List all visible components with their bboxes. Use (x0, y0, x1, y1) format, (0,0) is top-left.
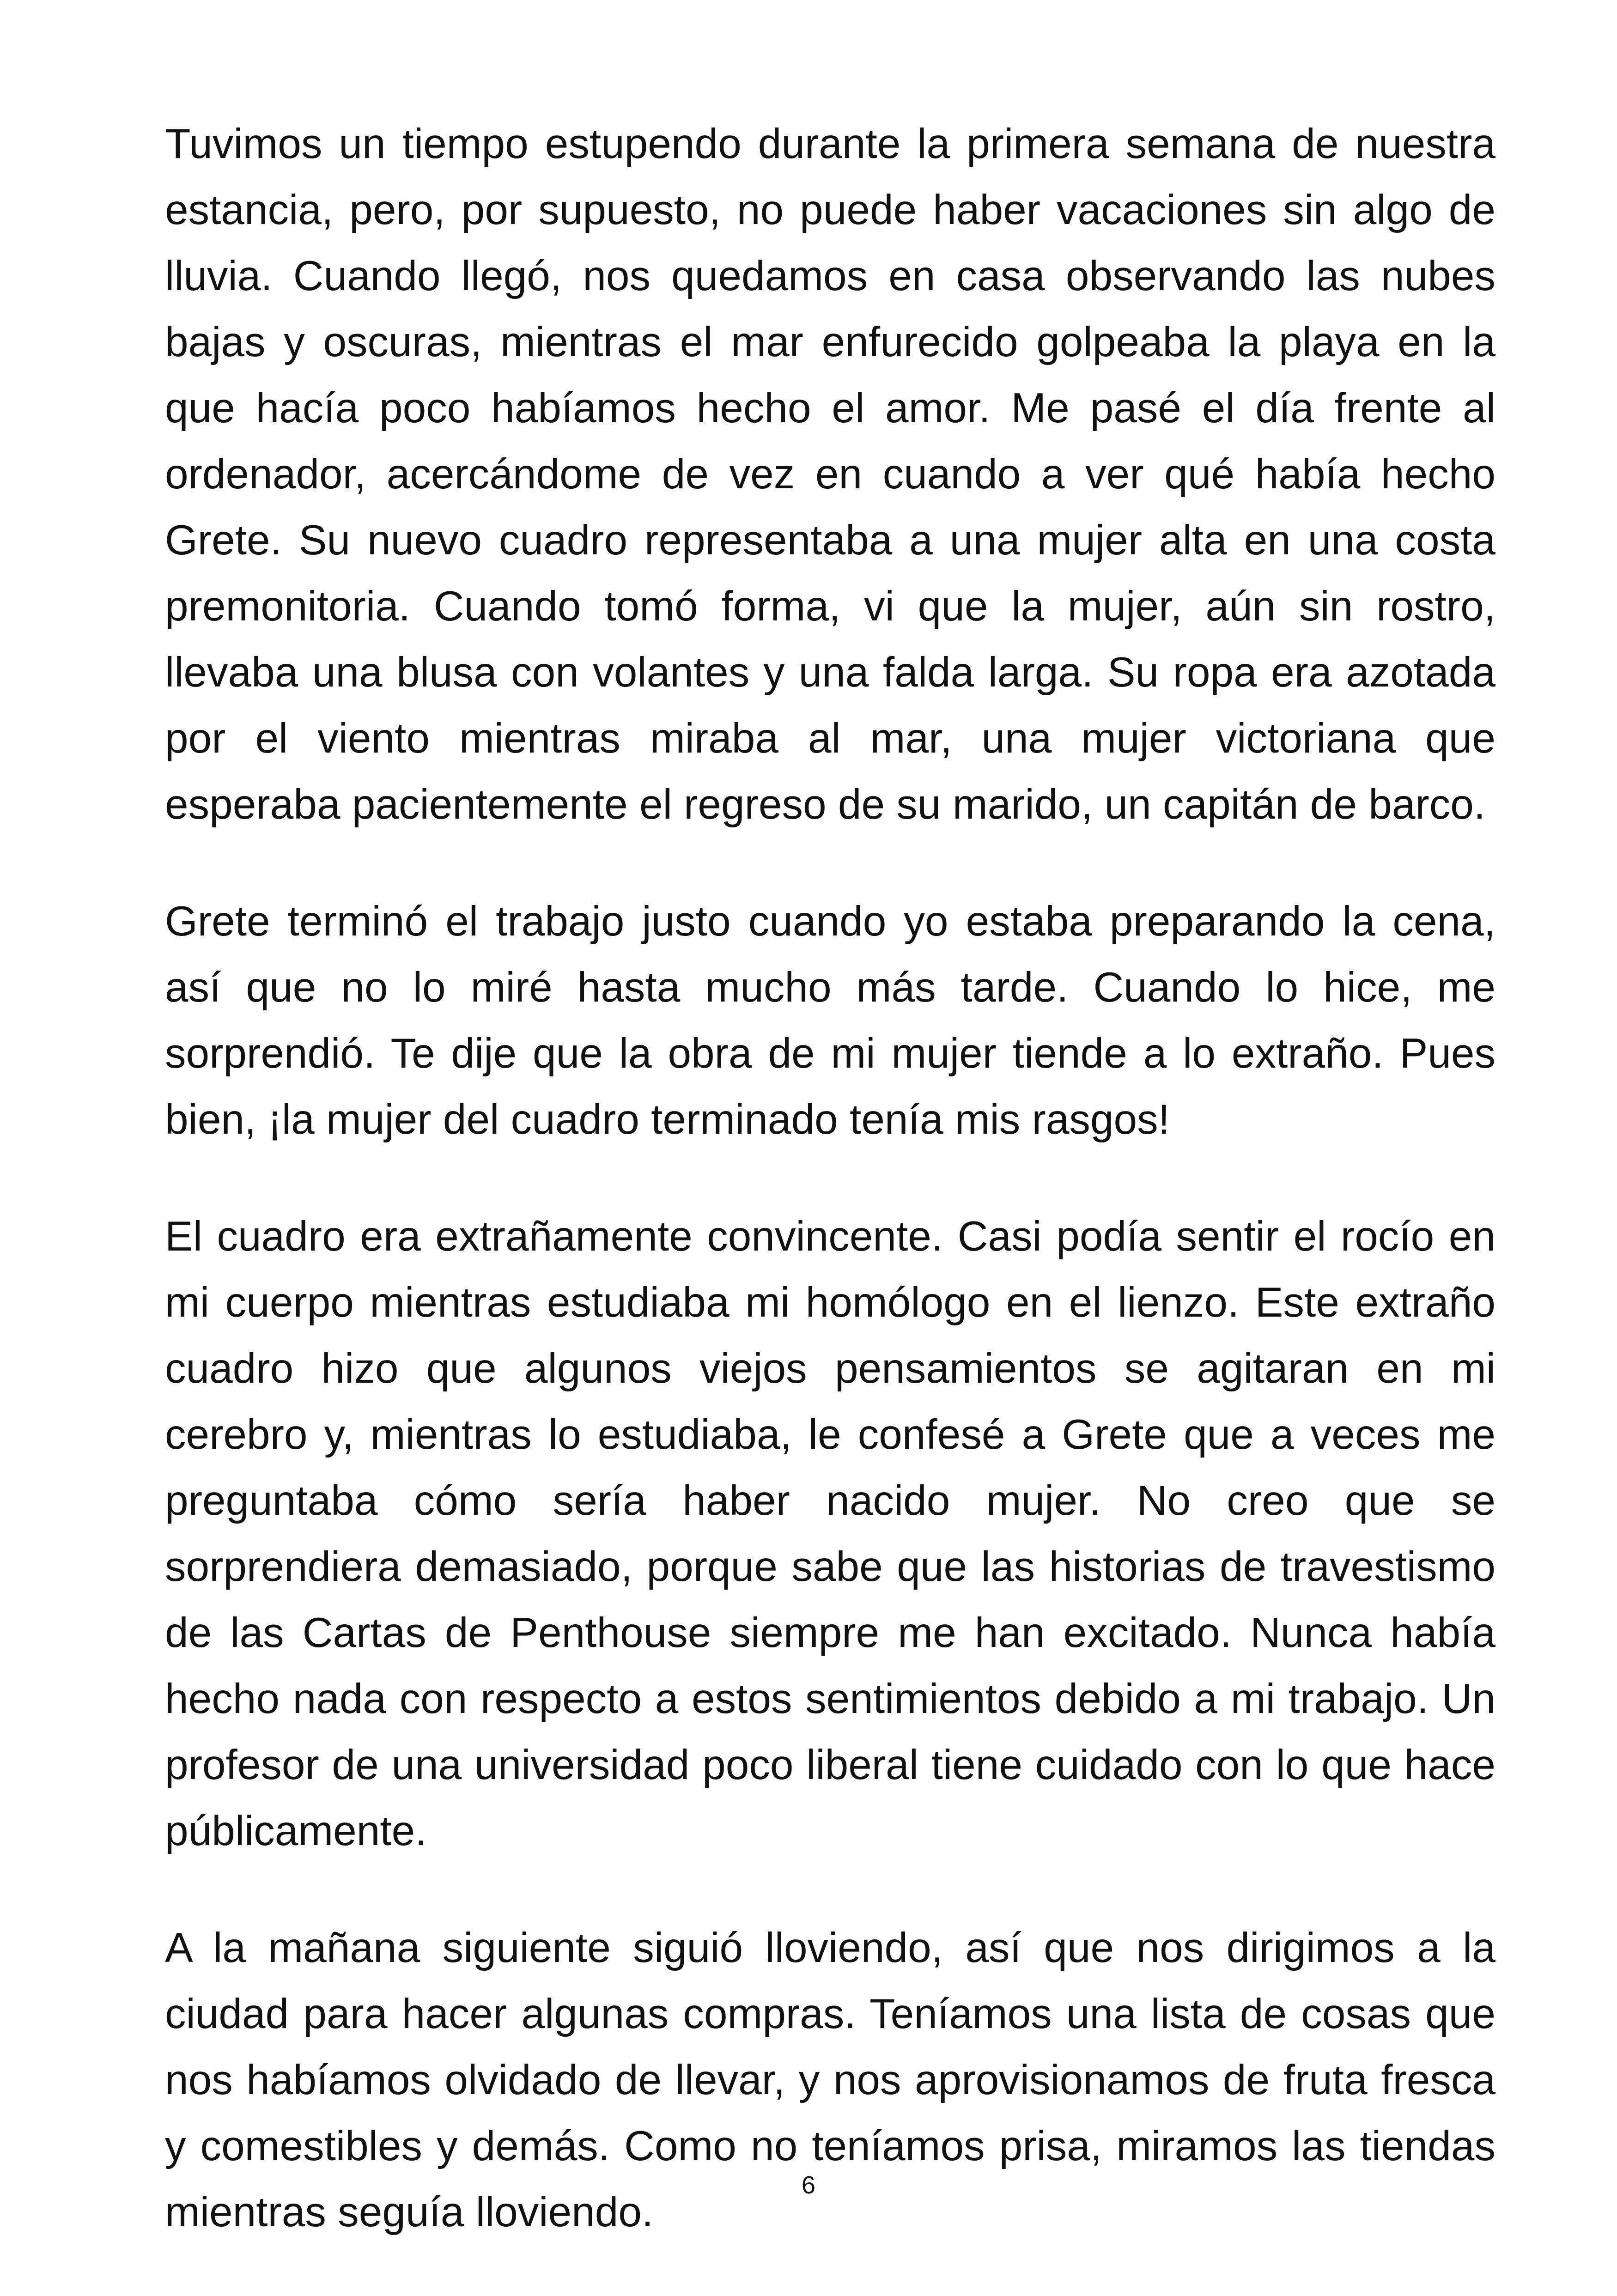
paragraph-3: El cuadro era extrañamente convincente. Casi podía sentir el rocío en mi cuerpo mientras estudiaba mi homólogo en el lienzo. Este extraño cuadro hizo que algunos viejos pensamientos se agitaran en mi cerebro y, mientras lo estudiaba, le confesé a Grete que a veces me preguntaba cómo sería haber nacido mujer. No creo que se sorprendiera demasiado, porque sabe que las historias de travestismo de las Cartas de Penthouse siempre me han excitado. Nunca había hecho nada con respecto a estos sentimientos debido a mi trabajo. Un profesor de una universidad poco liberal tiene cuidado con lo que hace públicamente. (165, 1213, 1495, 1854)
paragraph-2: Grete terminó el trabajo justo cuando yo estaba preparando la cena, así que no lo miré hasta mucho más tarde. Cuando lo hice, me sorprendió. Te dije que la obra de mi mujer tiende a lo extraño. Pues bien, ¡la mujer del cuadro terminado tenía mis rasgos! (165, 898, 1495, 1143)
page-number: 6 (801, 2171, 816, 2199)
paragraph-1: Tuvimos un tiempo estupendo durante la primera semana de nuestra estancia, pero, por supuesto, no puede haber vacaciones sin algo de lluvia. Cuando llegó, nos quedamos en casa observando las nubes bajas y oscuras, mientras el mar enfurecido golpeaba la playa en la que hacía poco habíamos hecho el amor. Me pasé el día frente al ordenador, acercándome de vez en cuando a ver qué había hecho Grete. Su nuevo cuadro representaba a una mujer alta en una costa premonitoria. Cuando tomó forma, vi que la mujer, aún sin rostro, llevaba una blusa con volantes y una falda larga. Su ropa era azotada por el viento mientras miraba al mar, una mujer victoriana que esperaba pacientemente el regreso de su marido, un capitán de barco. (165, 121, 1495, 828)
body-text (165, 111, 1495, 2296)
paragraph-4: A la mañana siguiente siguió lloviendo, así que nos dirigimos a la ciudad para hacer algunas compras. Teníamos una lista de cosas que nos habíamos olvidado de llevar, y nos aprovisionamos de fruta fresca y comestibles y demás. Como no teníamos prisa, miramos las tiendas mientras seguía lloviendo. (165, 1925, 1495, 2235)
